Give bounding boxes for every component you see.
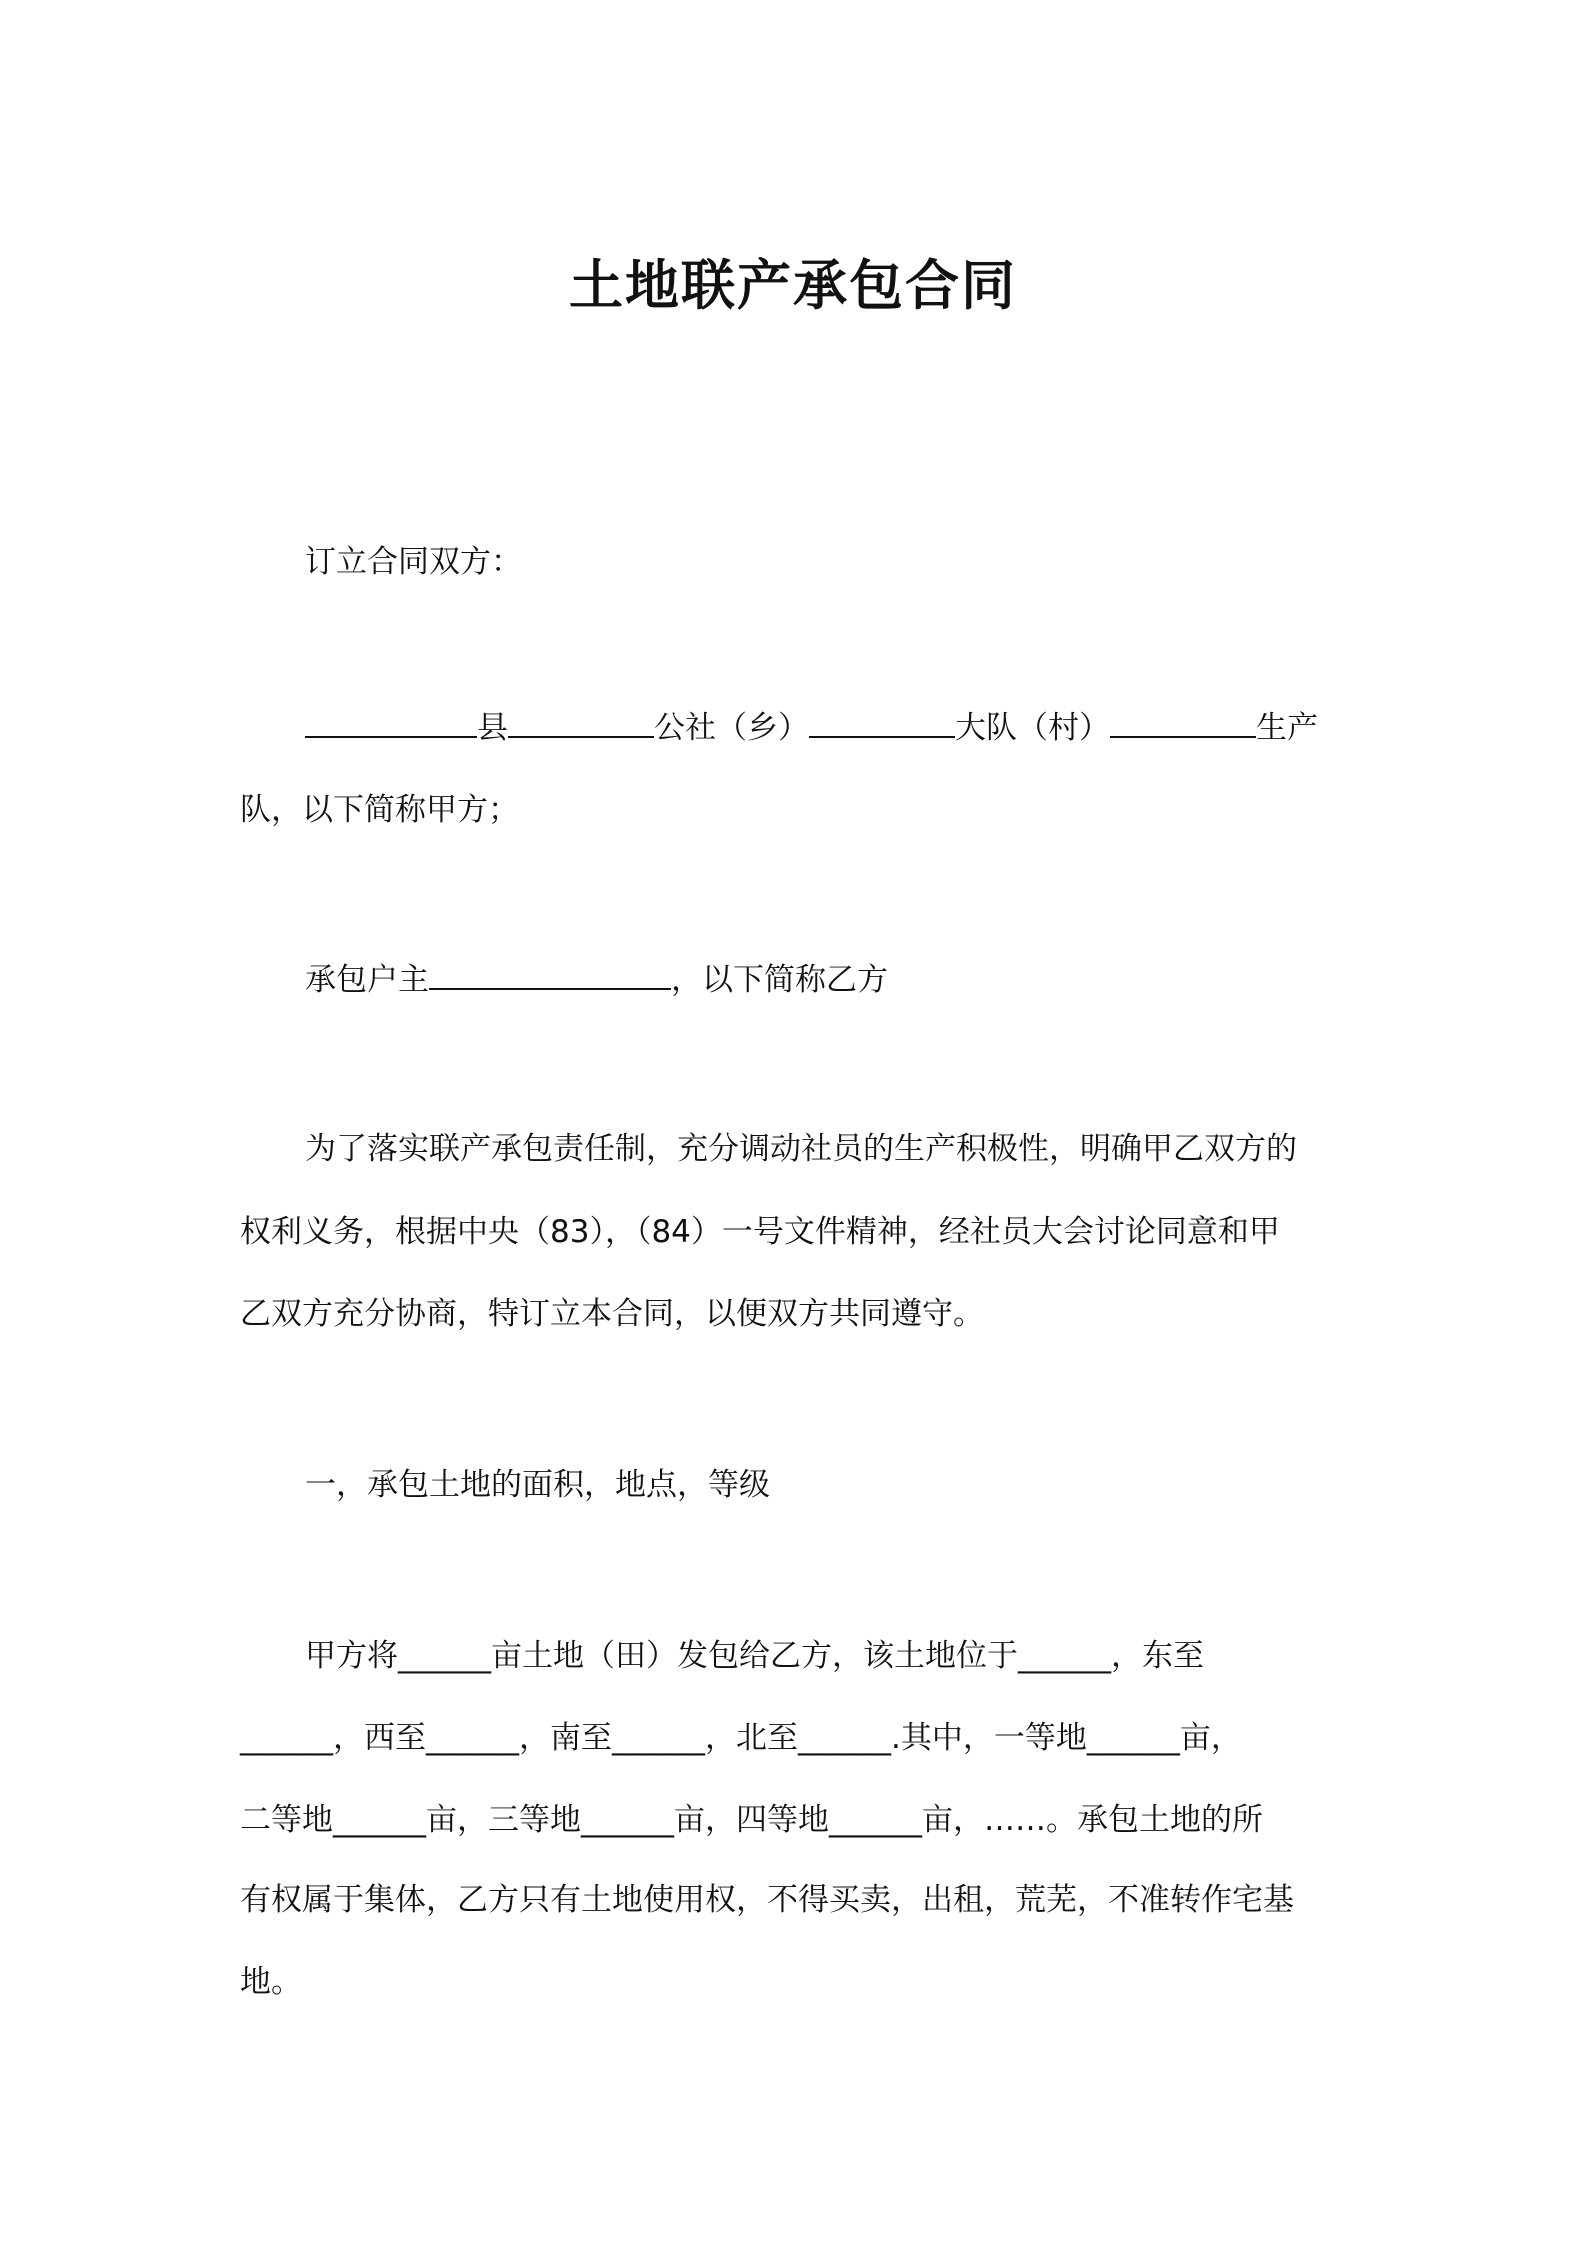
section-1-line-3: 二等地______亩，三等地______亩，四等地______亩，……。承包土地的所	[240, 1802, 1263, 1838]
party-b-prefix: 承包户主	[305, 962, 429, 998]
section-1-line-2: ______，西至______，南至______，北至______.其中，一等地______亩，	[240, 1720, 1242, 1756]
brigade-label: 大队（村）	[955, 710, 1110, 746]
party-b-blank	[429, 958, 671, 990]
preamble-line-2: 权利义务，根据中央（83），（84）一号文件精神，经社员大会讨论同意和甲	[240, 1214, 1280, 1250]
preamble-line-1: 为了落实联产承包责任制，充分调动社员的生产积极性，明确甲乙双方的	[305, 1131, 1297, 1167]
document-title: 土地联产承包合同	[569, 254, 1017, 317]
county-label: 县	[477, 710, 508, 746]
commune-label: 公社（乡）	[654, 710, 809, 746]
team-label: 生产	[1256, 710, 1318, 746]
commune-blank	[508, 706, 654, 738]
parties-heading: 订立合同双方：	[305, 544, 522, 580]
section-1-line-1: 甲方将______亩土地（田）发包给乙方，该土地位于______，东至	[305, 1638, 1204, 1674]
party-a-line-2: 队，以下简称甲方；	[240, 792, 519, 828]
party-b-line	[305, 958, 888, 1002]
section-1-line-5: 地。	[240, 1964, 302, 2000]
section-1-line-4: 有权属于集体，乙方只有土地使用权，不得买卖，出租，荒芜，不准转作宅基	[240, 1882, 1294, 1918]
party-a-line-1	[305, 706, 1318, 750]
county-blank	[305, 706, 477, 738]
section-1-heading: 一，承包土地的面积，地点，等级	[305, 1467, 770, 1503]
preamble-line-3: 乙双方充分协商，特订立本合同，以便双方共同遵守。	[240, 1296, 984, 1332]
team-blank	[1110, 706, 1256, 738]
party-b-suffix: ，以下简称乙方	[671, 962, 888, 998]
brigade-blank	[809, 706, 955, 738]
